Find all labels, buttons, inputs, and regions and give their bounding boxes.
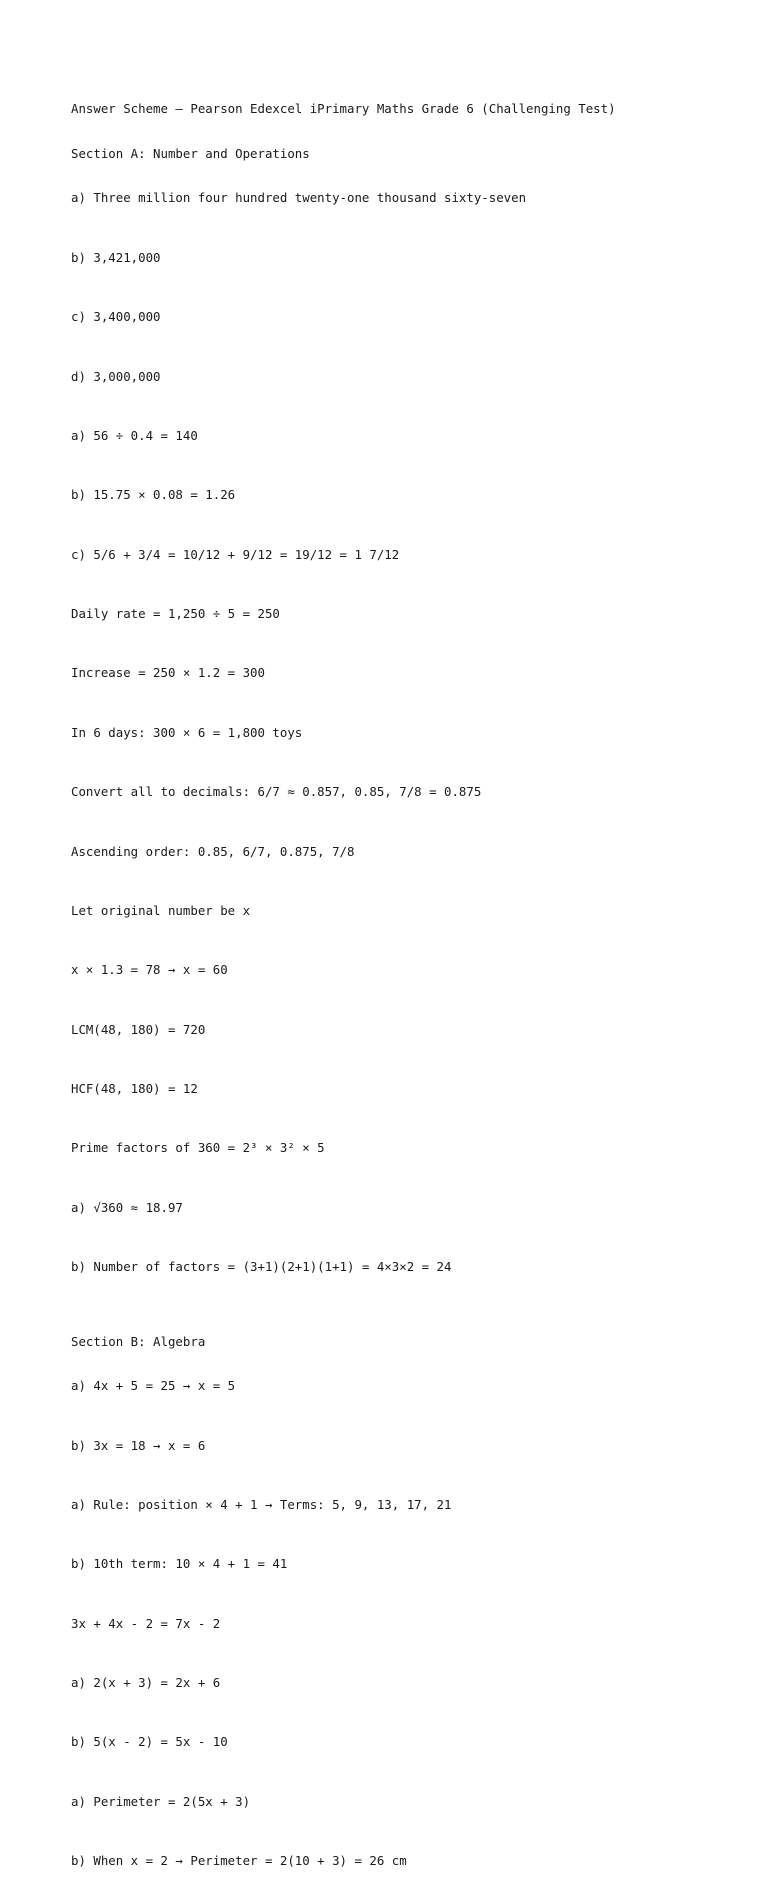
answer-line: Convert all to decimals: 6/7 ≈ 0.857, 0.85, 7/8 = 0.875 [71,784,482,800]
answer-line: LCM(48, 180) = 720 [71,1021,206,1037]
answer-line: a) Three million four hundred twenty-one thousand sixty-seven [71,190,527,206]
answer-line: Let original number be x [71,902,251,918]
answer-line: b) Number of factors = (3+1)(2+1)(1+1) = 4×3×2 = 24 [71,1259,452,1275]
answer-line: b) 15.75 × 0.08 = 1.26 [71,487,236,503]
answer-line: HCF(48, 180) = 12 [71,1081,198,1096]
answer-line: Increase = 250 × 1.2 = 300 [71,665,265,681]
answer-line: x × 1.3 = 78 → x = 60 [71,962,228,978]
answer-line: a) 2(x + 3) = 2x + 6 [71,1675,221,1691]
answer-line: c) 3,400,000 [71,309,161,325]
answer-line: Ascending order: 0.85, 6/7, 0.875, 7/8 [71,843,355,859]
answer-line: a) Perimeter = 2(5x + 3) [71,1793,251,1809]
answer-line: a) Rule: position × 4 + 1 → Terms: 5, 9, 13, 17, 21 [71,1496,452,1512]
answer-line: Daily rate = 1,250 ÷ 5 = 250 [71,606,280,621]
answer-line: d) 3,000,000 [71,368,161,384]
document-title: Answer Scheme – Pearson Edexcel iPrimary Maths Grade 6 (Challenging Test) [71,101,616,116]
answer-line: b) 3,421,000 [71,249,161,265]
answer-line: b) 5(x - 2) = 5x - 10 [71,1734,228,1750]
answer-line: 3x + 4x - 2 = 7x - 2 [71,1615,221,1631]
answer-line: a) 56 ÷ 0.4 = 140 [71,427,198,443]
answer-line: a) 4x + 5 = 25 → x = 5 [71,1378,236,1394]
section-a-heading: Section A: Number and Operations [71,145,310,161]
section-b-heading: Section B: Algebra [71,1333,206,1349]
answer-line: Prime factors of 360 = 2³ × 3² × 5 [71,1140,325,1156]
answer-line: In 6 days: 300 × 6 = 1,800 toys [71,724,303,740]
answer-line: c) 5/6 + 3/4 = 10/12 + 9/12 = 19/12 = 1 7/12 [71,546,400,562]
answer-line: b) When x = 2 → Perimeter = 2(10 + 3) = 26 cm [71,1853,407,1869]
answer-line: b) 3x = 18 → x = 6 [71,1437,206,1453]
answer-scheme-page [71,72,748,1884]
answer-line: a) √360 ≈ 18.97 [71,1199,183,1215]
answer-line: b) 10th term: 10 × 4 + 1 = 41 [71,1556,288,1572]
